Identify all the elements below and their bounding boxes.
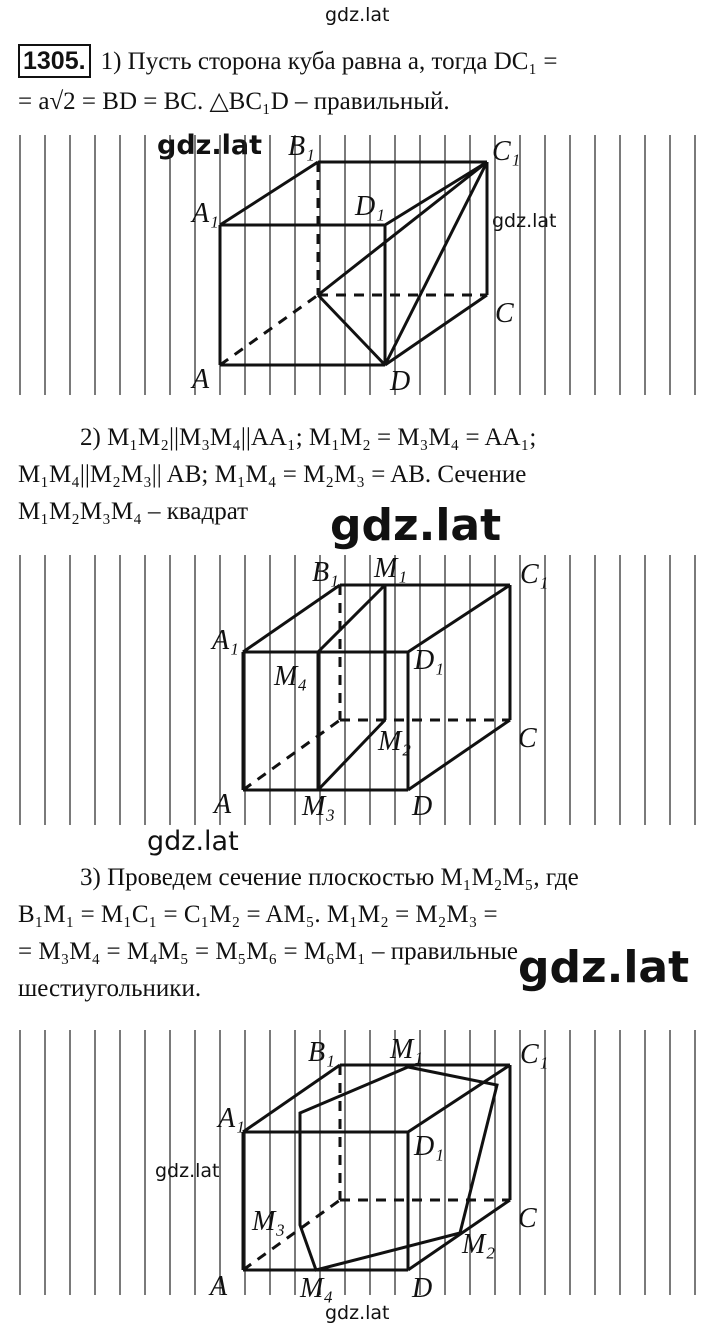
label-D1: D₁: [414, 1131, 444, 1162]
problem-number: 1305.: [18, 44, 91, 78]
label-M2: M₂: [378, 726, 412, 757]
cube-edges: [220, 162, 487, 365]
watermark-fig1-right: gdz.lat: [492, 210, 557, 232]
part3-line3: = M₃M₄ = M₄M₅ = M₅M₆ = M₆M₁ – правильные: [18, 938, 519, 965]
label-B1: B₁: [288, 131, 315, 162]
label-M2: M₂: [462, 1229, 496, 1260]
label-A: A: [214, 789, 232, 820]
figure1-cube: [0, 120, 720, 410]
label-M4: M₄: [274, 661, 308, 692]
label-B1: B₁: [312, 557, 339, 588]
label-D1: D₁: [355, 191, 385, 222]
part2-line3: M₁M₂M₃M₄ – квадрат: [18, 498, 249, 525]
part1-line2: = a√2 = BD = BC. △BC₁D – правильный.: [18, 88, 450, 115]
watermark-fig1: gdz.lat: [157, 130, 263, 161]
label-D: D: [390, 366, 411, 397]
label-A1: A₁: [218, 1103, 245, 1134]
label-C1: C₁: [520, 559, 549, 590]
label-A: A: [210, 1271, 228, 1302]
label-M1: M₁: [390, 1034, 424, 1065]
label-C: C: [518, 1203, 537, 1234]
part1-line1: 1305. 1) Пусть сторона куба равна a, тогда DC₁ =: [18, 44, 718, 80]
label-B1: B₁: [308, 1037, 335, 1068]
label-D1: D₁: [414, 645, 444, 676]
label-C: C: [495, 298, 514, 329]
watermark-bottom: gdz.lat: [325, 1302, 390, 1324]
part2-line1: 2) M₁M₂||M₃M₄||AA₁; M₁M₂ = M₃M₄ = AA₁;: [80, 424, 537, 451]
grid-lines: [20, 1030, 695, 1295]
label-A1: A₁: [212, 625, 239, 656]
label-C: C: [518, 723, 537, 754]
watermark-part3: gdz.lat: [518, 942, 690, 993]
label-M4: M₄: [300, 1273, 334, 1304]
label-M1: M₁: [374, 553, 408, 584]
label-M3: M₃: [252, 1206, 286, 1237]
label-C1: C₁: [492, 136, 521, 167]
figure2-cube: [0, 545, 720, 835]
figure3-cube: [0, 1005, 720, 1305]
part3-line2: B₁M₁ = M₁C₁ = C₁M₂ = AM₅. M₁M₂ = M₂M₃ =: [18, 901, 498, 928]
label-C1: C₁: [520, 1039, 549, 1070]
label-M3: M₃: [302, 791, 336, 822]
part3-line1: 3) Проведем сечение плоскостью M₁M₂M₅, где: [80, 864, 579, 891]
label-D: D: [412, 1273, 433, 1304]
watermark-fig3: gdz.lat: [155, 1160, 220, 1182]
part2-line2: M₁M₄||M₂M₃|| AB; M₁M₄ = M₂M₃ = AB. Сечение: [18, 461, 527, 488]
label-A: A: [192, 364, 210, 395]
watermark-fig2-bottom: gdz.lat: [147, 826, 239, 857]
grid-lines: [20, 555, 695, 825]
part3-line4: шестиугольники.: [18, 975, 202, 1002]
watermark-top: gdz.lat: [325, 4, 390, 26]
label-D: D: [412, 791, 433, 822]
label-A1: A₁: [192, 198, 219, 229]
watermark-part2: gdz.lat: [330, 500, 502, 551]
